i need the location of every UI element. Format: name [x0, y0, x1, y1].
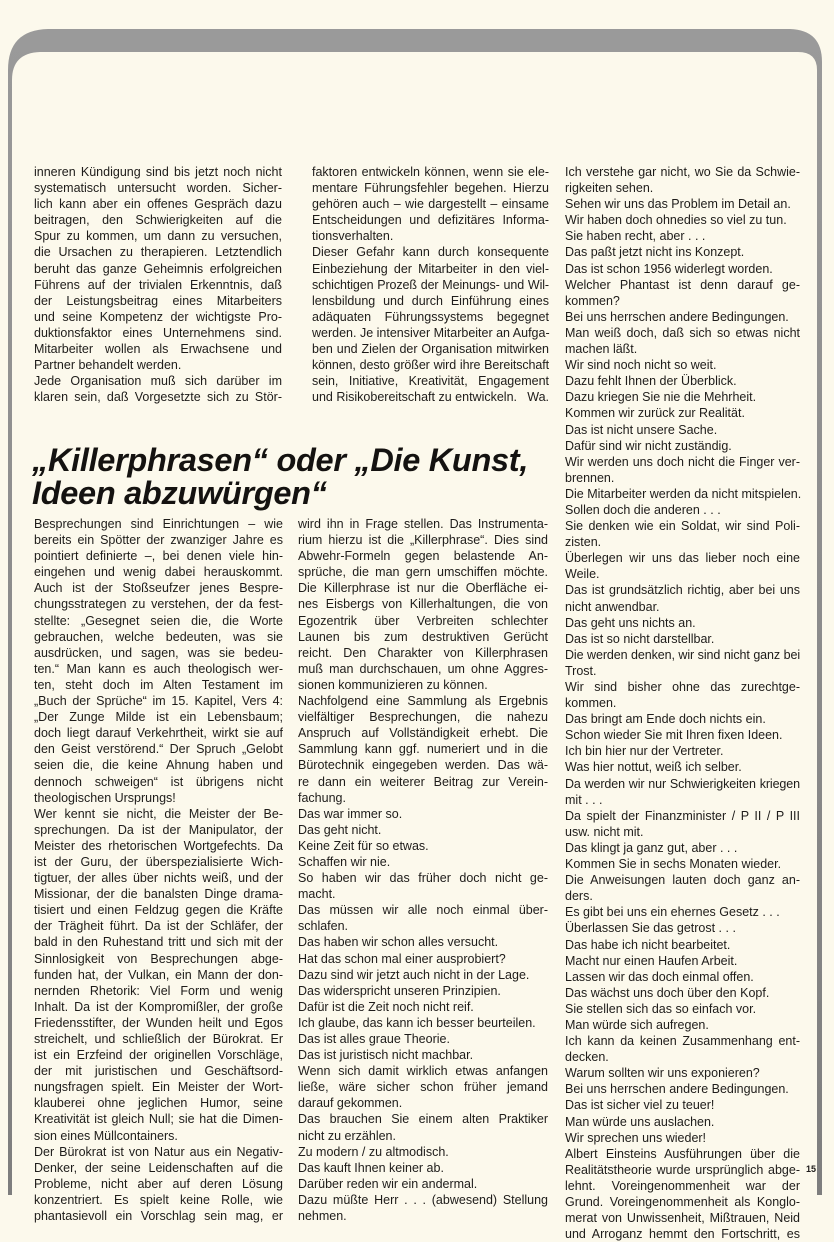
- text-line: beitragen, den Schwierigkeiten auf die: [34, 213, 282, 228]
- paragraph: [34, 164, 282, 373]
- text-line: klauberei ohne jeglichen Humor, seine: [34, 1096, 283, 1111]
- text-line: Dazu kriegen Sie nie die Mehrheit.: [565, 390, 757, 405]
- text-line: doch liegt darauf Verkehrtheit, wirkt sie auf: [34, 726, 283, 741]
- text-line: Das paßt jetzt nicht ins Konzept.: [565, 245, 745, 260]
- paragraph: [565, 309, 800, 325]
- text-line: schichtigen Prozeß der Meinungs- und Wil-: [312, 277, 549, 292]
- text-line: chungsstrategen zu verstehen, der da fest-: [34, 597, 283, 612]
- text-line: Kommen Sie in sechs Monaten wieder.: [565, 857, 782, 872]
- text-line: kommen?: [565, 293, 620, 308]
- paragraph: [298, 1176, 548, 1192]
- text-line: Weile.: [565, 567, 600, 582]
- text-line: Das kauft Ihnen keiner ab.: [298, 1160, 444, 1175]
- text-line: Auch ist der Stoßseufzer jenes Bespre-: [34, 581, 283, 596]
- text-line: Das habe ich nicht bearbeitet.: [565, 937, 731, 952]
- text-line: Dafür ist die Zeit noch nicht reif.: [298, 999, 474, 1014]
- text-line: nungsfragen spielt. Ein Meister der Wort-: [34, 1080, 283, 1095]
- text-line: Welcher Phantast ist denn darauf ge-: [565, 277, 800, 292]
- text-line: Bei uns herrschen andere Bedingungen.: [565, 1082, 789, 1097]
- text-line: reicht. Den Charakter von Killerphrasen: [298, 645, 548, 660]
- paragraph: [565, 743, 800, 759]
- paragraph: [565, 164, 800, 196]
- paragraph: [298, 1031, 548, 1047]
- paragraph: [298, 870, 548, 902]
- text-line: Das brauchen Sie einem alten Praktiker: [298, 1112, 548, 1127]
- text-line: ist ein Erzfeind der originellen Vorschläge,: [34, 1048, 283, 1063]
- text-line: Das wächst uns doch über den Kopf.: [565, 985, 770, 1000]
- text-line: Schon wieder Sie mit Ihren fixen Ideen.: [565, 728, 783, 743]
- text-line: gehören auch – wie dargestellt – einsame: [312, 197, 549, 212]
- text-line: ausdrücken, und sagen, was sie bedeu-: [34, 645, 283, 660]
- text-line: nes Eisbergs von Killerhaltungen, die von: [298, 597, 548, 612]
- text-line: Der Bürokrat ist von Natur aus ein Negativ-: [34, 1144, 283, 1159]
- paragraph: [565, 486, 800, 502]
- paragraph: [565, 357, 800, 373]
- paragraph: [565, 856, 800, 872]
- text-line: Kreativität ist gleich Null; sie hat die Dimen-: [34, 1112, 283, 1127]
- text-line: ders.: [565, 889, 593, 904]
- text-line: „Buch der Sprüche“ im 15. Kapitel, Vers 4:: [34, 694, 283, 709]
- text-line: Es gibt bei uns ein ehernes Gesetz . . .: [565, 905, 780, 920]
- text-line: Führens auf der trivialen Erkenntnis, daß: [34, 277, 282, 292]
- text-line: sion eines Müllcontainers.: [34, 1128, 178, 1143]
- text-line: dennoch schweigen“ ist übrigens nicht: [34, 774, 283, 789]
- paragraph: [298, 1160, 548, 1176]
- paragraph: [565, 518, 800, 550]
- paragraph: [565, 502, 800, 518]
- paragraph: [565, 277, 800, 309]
- text-line: Friedensstifter, der Wunden heilt und Egos: [34, 1015, 283, 1030]
- paragraph: [565, 711, 800, 727]
- paragraph: [298, 1192, 548, 1224]
- paragraph: [565, 1017, 800, 1033]
- paragraph: [34, 373, 282, 405]
- author-initials: Wa.: [527, 390, 549, 405]
- paragraph: [565, 985, 800, 1001]
- text-line: wird ihn in Frage stellen. Das Instrumenta-: [298, 517, 548, 531]
- text-line: macht.: [298, 887, 336, 902]
- paragraph: [565, 550, 800, 582]
- text-line: usw. nicht mit.: [565, 824, 644, 839]
- text-line: Dazu sind wir jetzt auch nicht in der Lage.: [298, 967, 530, 982]
- text-line: Bei uns herrschen andere Bedingungen.: [565, 309, 789, 324]
- text-line: Das klingt ja ganz gut, aber . . .: [565, 840, 738, 855]
- text-line: sein, Initiative, Kreativität, Engagement: [312, 374, 549, 389]
- text-line: Dazu müßte Herr . . . (abwesend) Stellung: [298, 1192, 548, 1207]
- text-line: Meister des rhetorischen Wortgefechts. Da: [34, 838, 283, 853]
- text-line: Anspruch auf Vollständigkeit erhebt. Die: [298, 726, 548, 741]
- text-line: muß man durchschauen, um ohne Aggres-: [298, 661, 548, 676]
- text-line: Dafür sind wir nicht zuständig.: [565, 438, 732, 453]
- text-line: Dazu fehlt Ihnen der Überblick.: [565, 374, 737, 389]
- text-line: die Ursachen zu therapieren. Letztendlich: [34, 245, 282, 260]
- text-line: machen läßt.: [565, 342, 638, 357]
- paragraph: [312, 164, 549, 244]
- text-line: Grund. Voreingenommenheit als Konglo-: [565, 1195, 800, 1209]
- text-line: werden. Je intensiver Mitarbeiter an Aufga-: [312, 325, 550, 340]
- text-line: und Risikobereitschaft zu entwickeln.: [312, 390, 517, 405]
- paragraph: [565, 808, 800, 840]
- text-line: re dann ein weiterer Beitrag zur Verein-: [298, 774, 548, 789]
- paragraph: [565, 212, 800, 228]
- text-line: lich kann aber ein offenes Gespräch dazu: [34, 197, 282, 212]
- paragraph: [565, 727, 800, 743]
- paragraph: [565, 325, 800, 357]
- text-line: Dieser Gefahr kann durch konsequente: [312, 245, 549, 260]
- text-line: Sammlung kann ggf. numeriert und in die: [298, 742, 548, 757]
- headline-line-1: „Killerphrasen“ oder „Die Kunst,: [32, 442, 529, 478]
- text-line: Man würde sich aufregen.: [565, 1017, 709, 1032]
- text-line: Das ist grundsätzlich richtig, aber bei uns: [565, 583, 800, 598]
- text-line: Sie stellen sich das so einfach vor.: [565, 1001, 757, 1016]
- text-line: Keine Zeit für so etwas.: [298, 838, 429, 853]
- text-line: Kommen wir zurück zur Realität.: [565, 406, 745, 421]
- text-line: faktoren entwickeln können, wenn sie ele-: [312, 165, 549, 179]
- paragraph: [298, 999, 548, 1015]
- paragraph: [565, 1001, 800, 1017]
- paragraph: [565, 647, 800, 679]
- text-line: Man würde uns auslachen.: [565, 1114, 715, 1129]
- text-line: Ich bin hier nur der Vertreter.: [565, 744, 724, 759]
- bottom-column-2: [298, 516, 548, 1224]
- text-line: Sie haben recht, aber . . .: [565, 229, 706, 244]
- text-line: Besprechungen sind Einrichtungen – wie: [34, 517, 283, 531]
- paragraph: [565, 244, 800, 260]
- text-line: Das haben wir schon alles versucht.: [298, 935, 499, 950]
- text-line: merat von Unwissenheit, Mißtrauen, Neid: [565, 1211, 800, 1226]
- paragraph: [298, 1111, 548, 1143]
- text-line: Macht nur einen Haufen Arbeit.: [565, 953, 738, 968]
- text-line: Das war immer so.: [298, 806, 403, 821]
- text-line: Da werden wir nur Schwierigkeiten kriegen: [565, 776, 800, 791]
- text-line: decken.: [565, 1050, 609, 1065]
- paragraph: [565, 582, 800, 614]
- text-line: funden hat, der Vulkan, ein Mann der don-: [34, 967, 283, 982]
- paragraph: [298, 516, 548, 693]
- text-line: der Trägheit führt. Da ist der Schläfer, der: [34, 919, 283, 934]
- text-line: sionen kommunizieren zu können.: [298, 677, 488, 692]
- text-line: adäquaten Führungssystems begegnet: [312, 309, 549, 324]
- paragraph: [565, 1065, 800, 1081]
- text-line: Spur zu kommen, um dann zu versuchen,: [34, 229, 282, 244]
- text-line: nehmen.: [298, 1209, 347, 1224]
- paragraph: [298, 902, 548, 934]
- text-line: klaren sein, daß Vorgesetzte sich zu Stör-: [34, 390, 282, 405]
- text-line: Die Anweisungen lauten doch ganz an-: [565, 873, 800, 888]
- text-line: Wir haben doch ohnedies so viel zu tun.: [565, 213, 787, 228]
- text-line: stellte: „Gesegnet seien die, die Worte: [34, 613, 283, 628]
- text-line: vielfältiger Besprechungen, die nahezu: [298, 710, 548, 725]
- text-line: eingehen und wenig dabei herauskommt.: [34, 565, 283, 580]
- text-line: streichelt, und schließlich der Bürokrat. Er: [34, 1032, 283, 1046]
- paragraph: [298, 1047, 548, 1063]
- text-line: beruht das ganze Geheimnis erfolgreichen: [34, 261, 282, 276]
- text-line: ließe, wäre sicher schon früher jemand: [298, 1080, 548, 1095]
- paragraph: [298, 822, 548, 838]
- article-headline: [32, 444, 552, 510]
- text-line: lensbildung und durch Einführung eines: [312, 293, 549, 308]
- text-line: fachung.: [298, 790, 346, 805]
- text-line: Das ist nicht unsere Sache.: [565, 422, 718, 437]
- text-line: Das geht uns nichts an.: [565, 615, 696, 630]
- paragraph: [565, 969, 800, 985]
- text-line: Überlassen Sie das getrost . . .: [565, 921, 736, 936]
- text-line: darauf gekommen.: [298, 1096, 403, 1111]
- text-line: systematisch untersucht worden. Sicher-: [34, 181, 282, 196]
- paragraph: [565, 261, 800, 277]
- text-line: Einbeziehung der Mitarbeiter in den viel-: [312, 261, 549, 276]
- paragraph: [34, 516, 283, 806]
- paragraph: [565, 615, 800, 631]
- text-line: Albert Einsteins Ausführungen über die: [565, 1146, 800, 1161]
- text-line: Das ist so nicht darstellbar.: [565, 631, 715, 646]
- text-line: Sollen doch die anderen . . .: [565, 502, 721, 517]
- text-line: Trost.: [565, 663, 597, 678]
- text-line: Sinnlosigkeit von Besprechungen abge-: [34, 951, 283, 966]
- text-line: brennen.: [565, 470, 615, 485]
- paragraph: [565, 389, 800, 405]
- text-line: Ich glaube, das kann ich besser beurteilen.: [298, 1015, 536, 1030]
- text-line: Sehen wir uns das Problem im Detail an.: [565, 197, 791, 212]
- paragraph: [565, 1114, 800, 1130]
- text-line: gebrauchen, welche bedeuten, was sie: [34, 629, 283, 644]
- text-line: sprüche, die man gern umschiffen möchte.: [298, 565, 548, 580]
- text-line: Die Mitarbeiter werden da nicht mitspielen.: [565, 486, 802, 501]
- text-line: kommen.: [565, 696, 617, 711]
- text-line: tigtuer, der alles über nichts weiß, und der: [34, 871, 283, 886]
- paragraph: [298, 854, 548, 870]
- text-line: Missionar, der die banalsten Dinge drama-: [34, 887, 283, 902]
- text-line: konzentriert. Es spielt keine Rolle, wie: [34, 1192, 283, 1207]
- paragraph: [312, 244, 549, 405]
- paragraph: [565, 1130, 800, 1146]
- text-line: rium hierzu ist die „Killerphrase“. Dies sind: [298, 533, 548, 548]
- text-line: den Geist verstörend.“ Der Spruch „Gelobt: [34, 742, 283, 757]
- text-line: der Leistungsbeitrag eines Mitarbeiters: [34, 293, 282, 308]
- text-line: tisiert und einen Feldzug gegen die Kräfte: [34, 903, 283, 918]
- paragraph: [565, 679, 800, 711]
- text-line: tionsverhalten.: [312, 229, 394, 244]
- text-line: der mit juristischen und Geschäftsord-: [34, 1064, 283, 1079]
- text-line: Mitarbeiter wollen als Erwachsene und: [34, 342, 282, 357]
- text-line: und Arroganz hemmt den Fortschritt, es: [565, 1227, 800, 1242]
- text-line: Die Killerphrase ist nur die Oberfläche ei-: [298, 581, 548, 596]
- text-line: Egozentrik über Verbreiten schlechter: [298, 613, 548, 628]
- text-line: und seine Kompetenz der wichtigste Pro-: [34, 309, 282, 324]
- paragraph: [565, 228, 800, 244]
- text-line: Wir sind noch nicht so weit.: [565, 358, 717, 373]
- text-line: Zu modern / zu altmodisch.: [298, 1144, 449, 1159]
- text-line: mit . . .: [565, 792, 603, 807]
- text-line: Abwehr-Formeln gegen belastende An-: [298, 549, 548, 564]
- text-line: So haben wir das früher doch nicht ge-: [298, 871, 548, 886]
- paragraph: [565, 1097, 800, 1113]
- text-line: Realitätstheorie wurde ursprünglich abge-: [565, 1162, 800, 1177]
- paragraph: [565, 196, 800, 212]
- text-line: Die werden denken, wir sind nicht ganz bei: [565, 647, 800, 662]
- text-line: Hat das schon mal einer ausprobiert?: [298, 951, 506, 966]
- text-line: Bürotechnik eingegeben werden. Das wä-: [298, 758, 548, 773]
- paragraph: [565, 937, 800, 953]
- paragraph: [565, 373, 800, 389]
- text-line: theologischen Ursprungs!: [34, 790, 176, 805]
- text-line: nicht zu erzählen.: [298, 1128, 396, 1143]
- paragraph: [298, 693, 548, 806]
- text-line: Nachfolgend eine Sammlung als Ergebnis: [298, 694, 548, 709]
- text-line: seien die, die keine Ahnung haben und: [34, 758, 283, 773]
- paragraph: [565, 920, 800, 936]
- text-line: Launen bis zum destruktiven Gerücht: [298, 629, 548, 644]
- text-line: Da spielt der Finanzminister / P II / P III: [565, 808, 800, 823]
- text-line: sprechungen. Da ist der Manipulator, der: [34, 822, 283, 837]
- text-line: nicht anwendbar.: [565, 599, 660, 614]
- text-line: nernden Rhetorik: Viel Form und wenig: [34, 983, 283, 998]
- paragraph: [298, 967, 548, 983]
- text-line: ben und Zielen der Organisation mitwirken: [312, 342, 549, 357]
- text-line: lehnt. Voreingenommenheit war der: [565, 1178, 800, 1193]
- paragraph: [34, 806, 283, 1144]
- text-line: Partner behandelt werden.: [34, 358, 182, 373]
- text-line: Das ist juristisch nicht machbar.: [298, 1048, 474, 1063]
- paragraph: [565, 1146, 800, 1242]
- text-line: Das geht nicht.: [298, 822, 382, 837]
- text-line: Das ist alles graue Theorie.: [298, 1032, 450, 1046]
- text-line: rigkeiten sehen.: [565, 181, 654, 196]
- paragraph: [565, 840, 800, 856]
- paragraph: [565, 422, 800, 438]
- text-line: können, desto größer wird ihre Bereitschaft: [312, 358, 549, 373]
- text-line: Das bringt am Ende doch nichts ein.: [565, 712, 766, 727]
- text-line: Das widerspricht unseren Prinzipien.: [298, 983, 501, 998]
- paragraph: [565, 759, 800, 775]
- paragraph: [565, 872, 800, 904]
- paragraph: [298, 951, 548, 967]
- text-line: Wer kennt sie nicht, die Meister der Be-: [34, 806, 283, 821]
- text-line: Was hier nottut, weiß ich selber.: [565, 760, 742, 775]
- text-line: Das ist schon 1956 widerlegt worden.: [565, 261, 773, 276]
- paragraph: [565, 631, 800, 647]
- paragraph: [298, 983, 548, 999]
- bottom-column-1: [34, 516, 283, 1224]
- text-line: Warum sollten wir uns exponieren?: [565, 1066, 760, 1081]
- headline-line-2: Ideen abzuwürgen“: [32, 475, 327, 511]
- text-line: pointiert definierte –, bei denen viele hin-: [34, 549, 283, 564]
- right-column: [565, 164, 800, 1242]
- paragraph: [565, 904, 800, 920]
- paragraph: [298, 1015, 548, 1031]
- text-line: inneren Kündigung sind bis jetzt noch nicht: [34, 165, 282, 179]
- paragraph: [565, 1033, 800, 1065]
- paragraph: [298, 934, 548, 950]
- paragraph: [298, 1144, 548, 1160]
- text-line: Ich verstehe gar nicht, wo Sie da Schwie-: [565, 165, 800, 179]
- text-line: Inhalt. Da ist der Kompromißler, der große: [34, 999, 283, 1014]
- paragraph: [565, 405, 800, 421]
- paragraph: [298, 1063, 548, 1111]
- text-line: Wir werden uns doch nicht die Finger ver-: [565, 454, 800, 469]
- text-line: Das müssen wir alle noch einmal über-: [298, 903, 548, 918]
- text-line: „Der Zunge Milde ist ein Lebensbaum;: [34, 710, 283, 725]
- text-line: Denker, der seine Leidenschaften auf die: [34, 1160, 283, 1175]
- top-column-2: [312, 164, 549, 405]
- text-line: Man weiß doch, daß sich so etwas nicht: [565, 325, 800, 340]
- paragraph: [565, 454, 800, 486]
- text-line: Wir sind bisher ohne das zurechtge-: [565, 680, 800, 694]
- text-line: Lassen wir das doch einmal offen.: [565, 969, 754, 984]
- text-line: phantasievoll ein Vorschlag sein mag, er: [34, 1209, 283, 1224]
- text-line: Wir sprechen uns wieder!: [565, 1130, 707, 1145]
- paragraph: [34, 1144, 283, 1224]
- text-line: zisten.: [565, 535, 602, 550]
- text-line: schlafen.: [298, 919, 349, 934]
- text-line: Sie denken wie ein Soldat, wir sind Poli-: [565, 519, 800, 534]
- text-line: Das ist sicher viel zu teuer!: [565, 1098, 715, 1113]
- text-line: ten, steht doch im Alten Testament im: [34, 677, 283, 692]
- text-line: Überlegen wir uns das lieber noch eine: [565, 551, 800, 566]
- text-line: bald in den Ruhestand tritt und sich mit der: [34, 935, 283, 950]
- page-number: 15: [806, 1164, 817, 1174]
- paragraph: [298, 806, 548, 822]
- text-line: bereits ein Spötter der zwanziger Jahre es: [34, 533, 283, 548]
- text-line: ist der Guru, der überspezialisierte Wich-: [34, 854, 283, 869]
- text-line: Entscheidungen und defizitäres Informa-: [312, 213, 549, 228]
- text-line: duktionsfaktor eines Unternehmens sind.: [34, 325, 282, 340]
- text-line: Schaffen wir nie.: [298, 854, 391, 869]
- paragraph: [298, 838, 548, 854]
- text-line: Darüber reden wir ein andermal.: [298, 1176, 478, 1191]
- text-line: Ich kann da keinen Zusammenhang ent-: [565, 1034, 800, 1049]
- paragraph: [565, 1081, 800, 1097]
- paragraph: [565, 438, 800, 454]
- text-line: Wenn sich damit wirklich etwas anfangen: [298, 1064, 548, 1079]
- text-line: ten.“ Man kann es auch theologisch wer-: [34, 661, 283, 676]
- text-line: Probleme, nicht aber auf deren Lösung: [34, 1176, 283, 1191]
- paragraph: [565, 776, 800, 808]
- text-line: Jede Organisation muß sich darüber im: [34, 374, 282, 389]
- paragraph: [565, 953, 800, 969]
- top-column-1: [34, 164, 282, 405]
- text-line: mentare Führungsfehler begehen. Hierzu: [312, 181, 549, 196]
